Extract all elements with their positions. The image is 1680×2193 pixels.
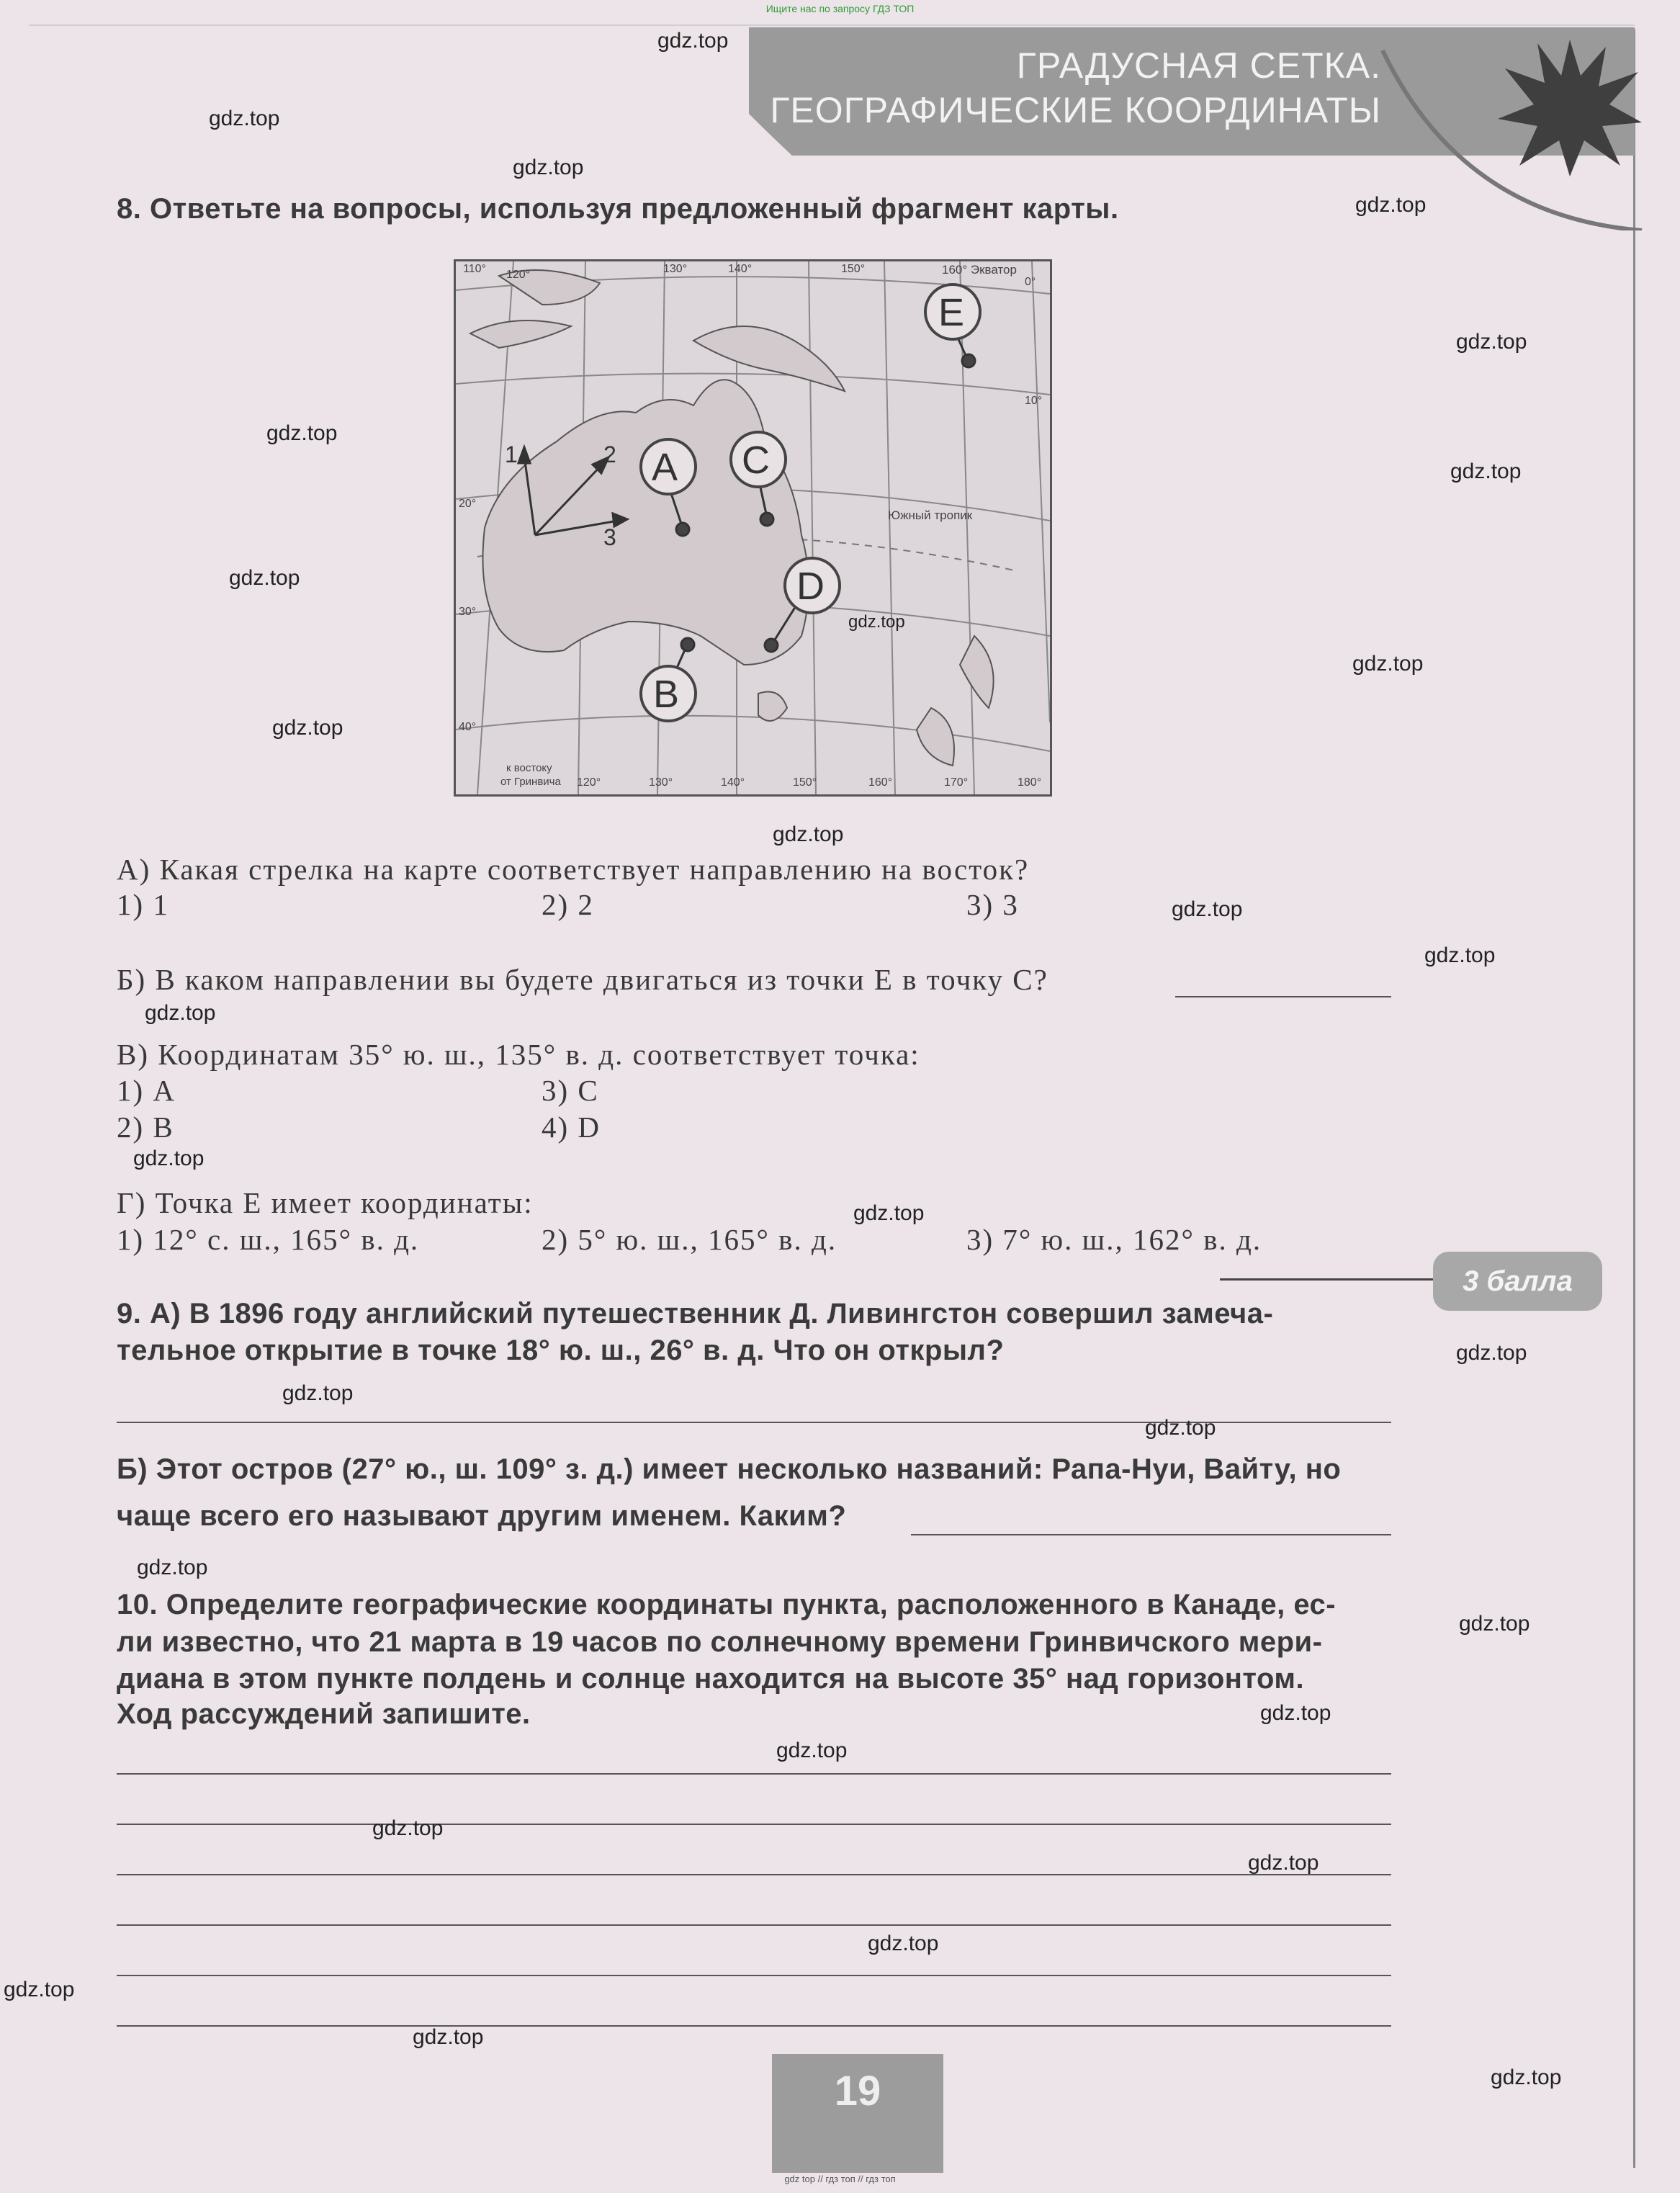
lat-label-40: 40° — [459, 721, 477, 733]
map-point-e: E — [938, 291, 965, 334]
lon-bottom-130: 130° — [649, 776, 673, 789]
q9-line2: тельное открытие в точке 18° ю. ш., 26° в. д. Что он открыл? — [117, 1335, 1005, 1366]
q10-answer-line-5[interactable] — [117, 1975, 1391, 1976]
watermark: gdz.top — [4, 1978, 75, 2001]
tropic-label: Южный тропик — [888, 508, 973, 522]
q8g-option-1[interactable]: 1) 12° с. ш., 165° в. д. — [117, 1223, 420, 1256]
q8g-question: Г) Точка Е имеет координаты: — [117, 1186, 534, 1219]
arrow-label-3: 3 — [603, 524, 616, 550]
lon-top-130: 130° — [663, 263, 688, 275]
q10-answer-line-1[interactable] — [117, 1773, 1391, 1775]
right-border-line — [1633, 29, 1635, 2168]
q8v-option-1[interactable]: 1) А — [117, 1074, 176, 1107]
map-fragment — [454, 259, 1052, 797]
watermark: gdz.top — [1352, 652, 1424, 676]
watermark: gdz.top — [133, 1147, 205, 1170]
watermark: gdz.top — [1456, 330, 1527, 354]
header-title-line2: ГЕОГРАФИЧЕСКИЕ КООРДИНАТЫ — [770, 90, 1381, 130]
lon-bottom-150: 150° — [793, 776, 817, 789]
q10-line1: 10. Определите географические координаты пункта, расположенного в Канаде, ес- — [117, 1589, 1337, 1620]
header-title-line1: ГРАДУСНАЯ СЕТКА. — [1016, 45, 1381, 86]
watermark: gdz.top — [145, 1001, 216, 1025]
watermark: gdz.top — [1491, 2066, 1562, 2089]
lon-top-150: 150° — [841, 263, 866, 275]
watermark: gdz.top — [413, 2025, 484, 2049]
arrow-label-1: 1 — [505, 441, 518, 467]
lon-top-140: 140° — [728, 263, 753, 275]
watermark: gdz.top — [282, 1381, 354, 1405]
watermark: gdz.top — [848, 612, 905, 632]
lon-top-120: 120° — [506, 269, 531, 281]
lon-bottom-160: 160° — [868, 776, 893, 789]
q8g-option-3[interactable]: 3) 7° ю. ш., 162° в. д. — [966, 1223, 1262, 1256]
lat-label-20: 20° — [459, 498, 477, 510]
q8-title: 8. Ответьте на вопросы, используя предложенный фрагмент карты. — [117, 193, 1119, 225]
watermark: gdz.top — [229, 566, 300, 590]
map-point-d: D — [796, 565, 825, 608]
arrow-label-2: 2 — [603, 441, 616, 467]
equator-label: 160° Экватор — [942, 263, 1017, 277]
q10-answer-line-4[interactable] — [117, 1924, 1391, 1926]
lat-label-10: 10° — [1025, 395, 1043, 407]
q8b-answer-line[interactable] — [1175, 996, 1391, 997]
watermark: gdz.top — [1459, 1612, 1530, 1636]
q8v-option-4[interactable]: 4) D — [542, 1111, 601, 1144]
q10-line4: Ход рассуждений запишите. — [117, 1698, 531, 1730]
watermark: gdz.top — [209, 107, 280, 130]
lon-bottom-180: 180° — [1018, 776, 1042, 789]
q10-answer-line-6[interactable] — [117, 2025, 1391, 2027]
score-line — [1220, 1278, 1436, 1281]
q8a-option-2[interactable]: 2) 2 — [542, 888, 594, 921]
lat-label-30: 30° — [459, 606, 477, 618]
q8a-question: А) Какая стрелка на карте соответствует направлению на восток? — [117, 853, 1030, 886]
watermark: gdz.top — [266, 421, 338, 445]
map-point-a: A — [652, 446, 678, 489]
watermark: gdz.top — [657, 29, 729, 53]
watermark: gdz.top — [1355, 193, 1427, 217]
watermark: gdz.top — [513, 156, 584, 179]
watermark: gdz.top — [1145, 1416, 1216, 1440]
lat-label-0: 0° — [1025, 276, 1036, 288]
q10-answer-line-2[interactable] — [117, 1824, 1391, 1825]
q10-line3: диана в этом пункте полдень и солнце находится на высоте 35° над горизонтом. — [117, 1663, 1305, 1695]
q10-answer-line-3[interactable] — [117, 1874, 1391, 1875]
watermark: gdz.top — [1172, 897, 1243, 921]
score-badge: 3 балла — [1433, 1252, 1602, 1311]
q8v-option-2[interactable]: 2) В — [117, 1111, 174, 1144]
q8v-option-3[interactable]: 3) С — [542, 1074, 599, 1107]
lon-bottom-140: 140° — [721, 776, 745, 789]
top-note: Ищите нас по запросу ГДЗ ТОП — [765, 3, 915, 14]
q9b-line1: Б) Этот остров (27° ю., ш. 109° з. д.) имеет несколько названий: Рапа-Нуи, Вайту, но — [117, 1453, 1342, 1485]
q8a-option-1[interactable]: 1) 1 — [117, 888, 169, 921]
top-border-line — [29, 24, 1635, 26]
watermark: gdz.top — [853, 1201, 925, 1225]
greenwich-label: от Гринвича — [500, 776, 561, 788]
page-number: 19 — [834, 2068, 881, 2114]
q8v-question: В) Координатам 35° ю. ш., 135° в. д. соответствует точка: — [117, 1038, 920, 1071]
watermark: gdz.top — [137, 1556, 208, 1579]
map-svg — [456, 261, 1050, 794]
lon-bottom-170: 170° — [944, 776, 969, 789]
q8b-question: Б) В каком направлении вы будете двигаться из точки Е в точку С? — [117, 963, 1048, 996]
watermark: gdz.top — [1424, 943, 1496, 967]
q8g-option-2[interactable]: 2) 5° ю. ш., 165° в. д. — [542, 1223, 837, 1256]
q9-line1: 9. А) В 1896 году английский путешественник Д. Ливингстон совершил замеча- — [117, 1298, 1274, 1329]
q9b-answer-line[interactable] — [911, 1534, 1391, 1535]
q10-line2: ли известно, что 21 марта в 19 часов по солнечному времени Гринвичского мери- — [117, 1626, 1323, 1658]
map-point-b: B — [653, 673, 680, 716]
lon-bottom-120: 120° — [577, 776, 601, 789]
q9b-line2: чаще всего его называют другим именем. Каким? — [117, 1500, 847, 1532]
bottom-note: gdz top // гдз топ // гдз топ — [784, 2174, 896, 2184]
watermark: gdz.top — [868, 1932, 939, 1955]
east-of-label: к востоку — [506, 762, 552, 774]
lon-top-110: 110° — [463, 263, 486, 275]
watermark: gdz.top — [776, 1739, 848, 1762]
q8a-option-3[interactable]: 3) 3 — [966, 888, 1019, 921]
watermark: gdz.top — [1450, 459, 1522, 483]
map-point-c: C — [742, 439, 770, 482]
star-icon — [1498, 36, 1642, 180]
watermark: gdz.top — [372, 1816, 444, 1840]
watermark: gdz.top — [1248, 1851, 1319, 1875]
watermark: gdz.top — [773, 822, 844, 846]
watermark: gdz.top — [272, 716, 343, 740]
watermark: gdz.top — [1260, 1701, 1331, 1725]
watermark: gdz.top — [1456, 1341, 1527, 1365]
